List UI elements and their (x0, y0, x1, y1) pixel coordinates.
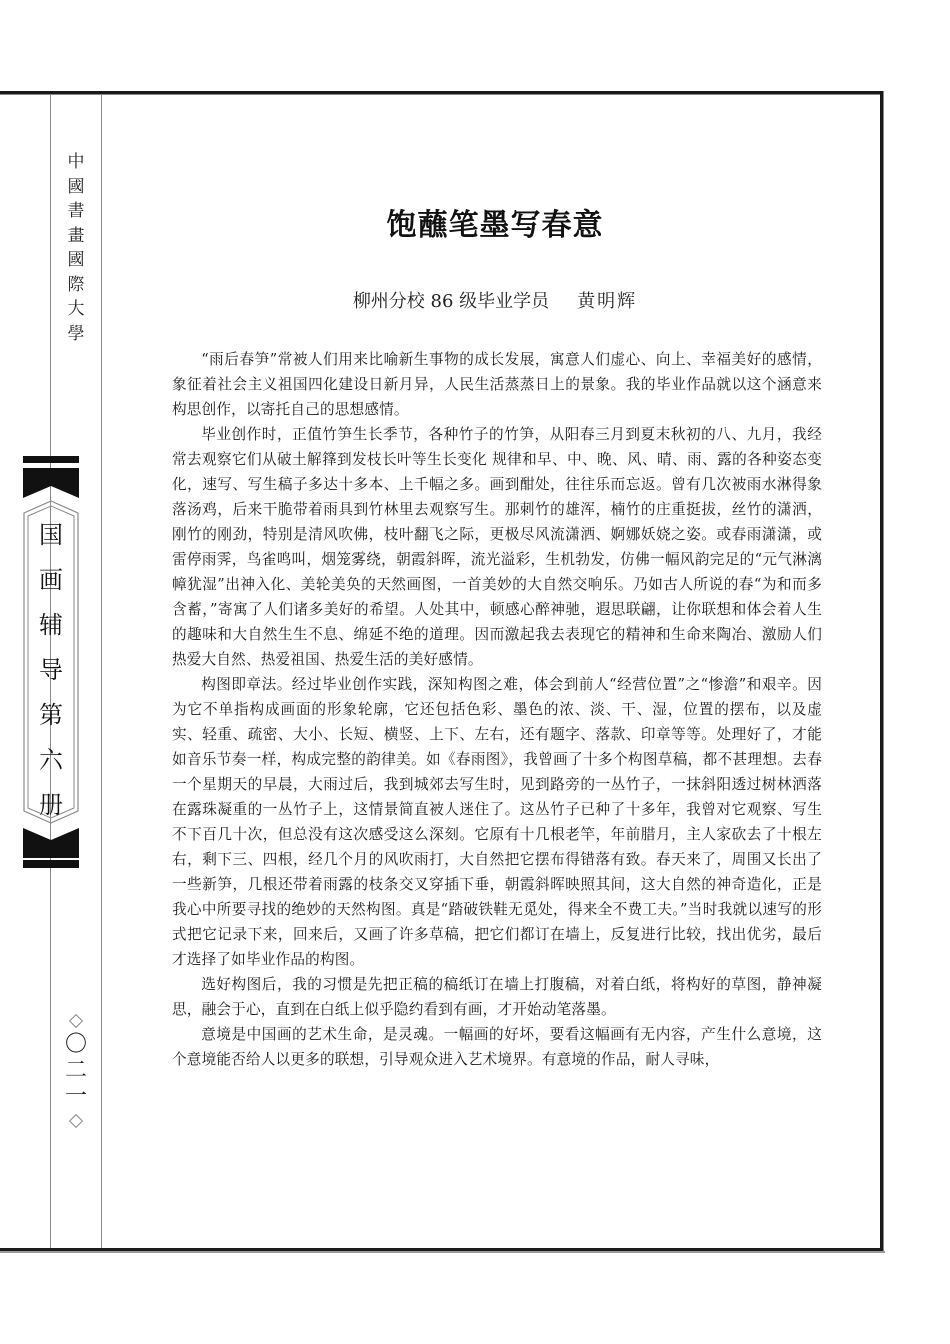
book-title-char: 辅 (39, 611, 63, 639)
book-title-char: 导 (39, 656, 63, 684)
spine-right-rule (101, 94, 102, 1248)
book-title-vertical (23, 520, 79, 820)
page-number-char: 一 (64, 1084, 87, 1109)
diamond-ornament-icon (69, 1114, 83, 1128)
page-number-char: 〇 (64, 1032, 87, 1057)
book-title-char: 国 (39, 521, 63, 549)
spine-char: 學 (67, 323, 85, 344)
cartouche-top-bar (23, 456, 79, 463)
spine-char: 國 (67, 176, 85, 197)
spine-char: 際 (67, 274, 85, 295)
spine-char: 大 (67, 299, 85, 319)
page-frame-top-shadow (0, 94, 883, 95)
book-title-char: 画 (39, 566, 63, 594)
page-number (52, 1010, 100, 1132)
cartouche-top-chevron (23, 468, 79, 498)
page-frame-right-shadow (883, 91, 884, 1253)
byline-author: 黄明辉 (577, 291, 638, 312)
spine-char: 書 (67, 201, 85, 221)
paragraph: 意境是中国画的艺术生命，是灵魂。一幅画的好坏，要看这幅画有无内容，产生什么意境，这个意境能否给人以更多的联想，引导观众进入艺术境界。有意境的作品，耐人寻味， (172, 1026, 822, 1068)
page-frame-bottom-shadow (0, 1251, 885, 1253)
book-title-char: 册 (39, 791, 63, 819)
cartouche-bottom-bar (23, 860, 79, 868)
paragraph: 选好构图后，我的习惯是先把正稿的稿纸订在墙上打腹稿，对着白纸，将构好的草图，静神凝思，融会于心，直到在白纸上似乎隐约看到有画，才开始动笔落墨。 (172, 976, 822, 1018)
paragraph: 毕业创作时，正值竹笋生长季节，各种竹子的竹笋，从阳春三月到夏末秋初的八、九月，我经常去观察它们从破土解箨到发枝长叶等生长变化 规律和早、中、晚、风、晴、雨、露的各种姿态变化，速写、写生稿子多达十多本、上千幅之多。画到酣处，往往乐而忘返。曾有几次被雨水淋得象落汤鸡，后来干脆带着雨具到竹林里去观察写生。那刺竹的雄浑，楠竹的庄重挺拔，丝竹的潇洒，刚竹的刚劲，特别是清风吹佛，枝叶翻飞之际，更极尽风流潇洒、婀娜妖娆之姿。或春雨潇潇，或雷停雨霁，鸟雀鸣叫，烟笼雾绕，朝霞斜晖，流光溢彩，生机勃发，仿佛一幅风韵完足的“元气淋漓幛犹湿”出神入化、美轮美奂的天然画图，一首美妙的大自然交响乐。乃如古人所说的春“为和而多含蓄，”寄寓了人们诸多美好的希望。人处其中，顿感心醉神驰，遐思联翩，让你联想和体会着人生的趣味和大自然生生不息、绵延不绝的道理。因而激起我去表现它的精神和生命来陶冶、激励人们热爱大自然、热爱祖国、热爱生活的美好感情。 (172, 426, 822, 668)
diamond-ornament-icon (69, 1014, 83, 1028)
spine-char: 國 (67, 250, 85, 270)
article-title: 饱蘸笔墨写春意 (386, 208, 604, 243)
article-body (172, 347, 822, 1072)
byline-affiliation: 柳州分校 86 级毕业学员 (352, 291, 550, 312)
paragraph: 构图即章法。经过毕业创作实践，深知构图之难，体会到前人“经营位置”之“惨澹”和艰辛。因为它不单指构成画面的形象轮廓，它还包括色彩、墨色的浓、淡、干、湿，位置的摆布，以及虚实、轻重、疏密、大小、长短、横竖、上下、左右，还有题字、落款、印章等等。处理好了，才能如音乐节奏一样，构成完整的韵律美。如《春雨图》，我曾画了十多个构图草稿，都不甚理想。去春一个星期天的早晨，大雨过后，我到城郊去写生时，见到路旁的一丛竹子，一抹斜阳透过树林洒落在露珠凝重的一丛竹子上，这情景简直被人迷住了。这丛竹子已种了十多年，我曾对它观察、写生不下百几十次，但总没有这次感受这么深刻。它原有十几根老竿，年前腊月，主人家砍去了十根左右，剩下三、四根，经几个月的风吹雨打，大自然把它摆布得错落有致。春天来了，周围又长出了一些新笋，几根还带着雨露的枝条交叉穿插下垂，朝霞斜晖映照其间，这大自然的神奇造化，正是我心中所要寻找的绝妙的天然构图。真是“踏破铁鞋无觅处，得来全不费工夫。”当时我就以速写的形式把它记录下来，回来后，又画了许多草稿，把它们都订在墙上，反复进行比较，找出优劣，最后才选择了如毕业作品的构图。 (172, 676, 822, 968)
page-number-char: 二 (64, 1058, 87, 1083)
book-title-char: 六 (39, 746, 63, 774)
spine-char: 畫 (67, 225, 85, 246)
spine-institution-name (52, 94, 100, 414)
paragraph: “雨后春笋”常被人们用来比喻新生事物的成长发展，寓意人们虚心、向上、幸福美好的感情，象征着社会主义祖国四化建设日新月异，人民生活蒸蒸日上的景象。我的毕业作品就以这个涵意来构思创作，以寄托自己的思想感情。 (172, 351, 822, 418)
book-title-char: 第 (39, 701, 63, 729)
cartouche-bottom-chevron (23, 828, 79, 858)
article-byline (150, 287, 840, 313)
spine-char: 中 (67, 152, 85, 172)
